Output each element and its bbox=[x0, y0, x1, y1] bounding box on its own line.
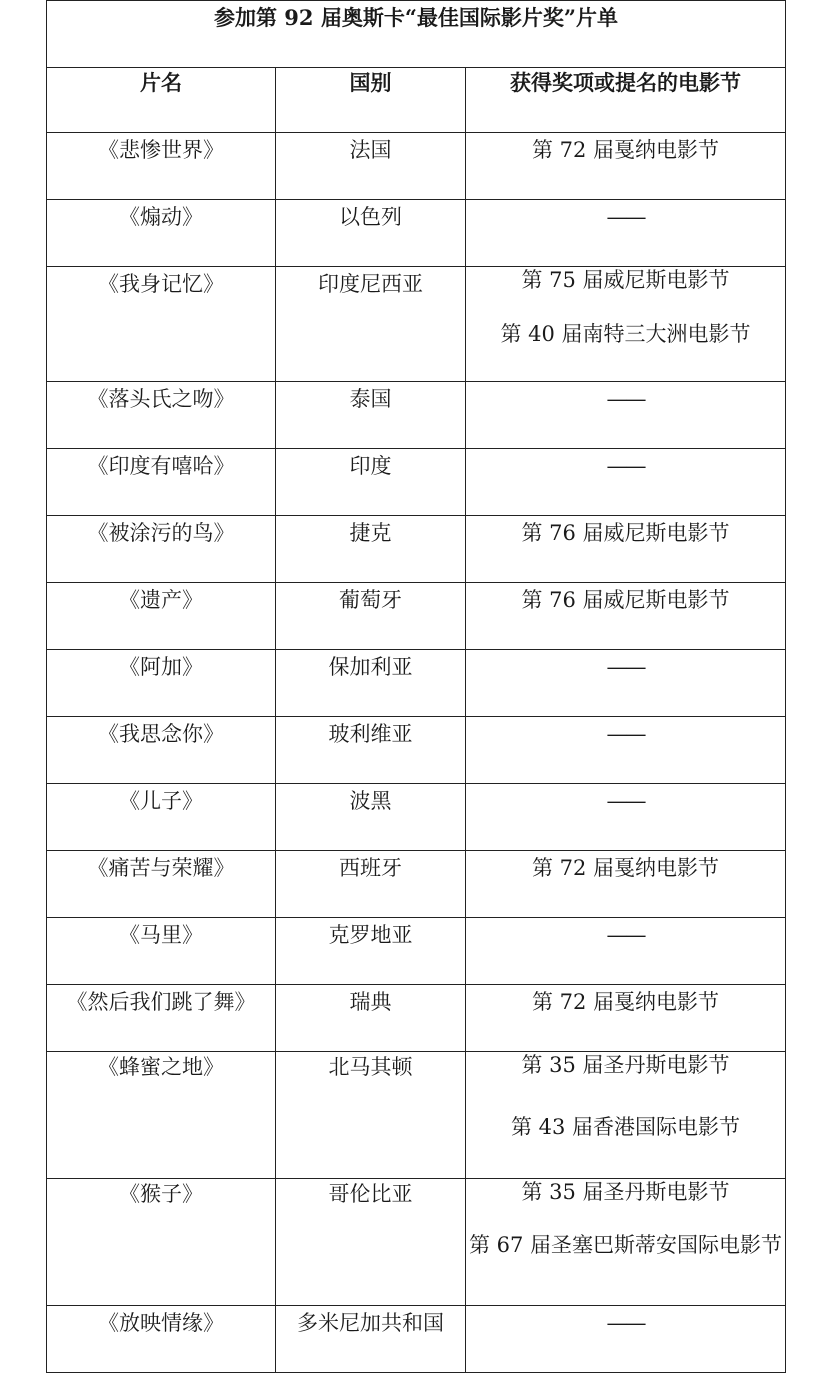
table-row bbox=[47, 267, 786, 382]
header-film-name: 片名 bbox=[47, 68, 276, 133]
title-row bbox=[47, 1, 786, 68]
festival-entry: —— bbox=[606, 722, 645, 746]
film-country: 以色列 bbox=[276, 200, 466, 267]
table-row bbox=[47, 133, 786, 200]
film-name: 《悲惨世界》 bbox=[47, 133, 276, 200]
festival-entry: 第 72 届戛纳电影节 bbox=[531, 990, 720, 1014]
film-festival bbox=[466, 1306, 786, 1373]
film-festival bbox=[466, 717, 786, 784]
film-festival bbox=[466, 1052, 786, 1179]
film-festival bbox=[466, 449, 786, 516]
festival-entry: 第 72 届戛纳电影节 bbox=[531, 856, 720, 880]
festival-entry: 第 67 届圣塞巴斯蒂安国际电影节 bbox=[468, 1233, 783, 1257]
festival-entry: —— bbox=[606, 454, 645, 478]
table-row bbox=[47, 382, 786, 449]
film-festival bbox=[466, 918, 786, 985]
header-festival: 获得奖项或提名的电影节 bbox=[466, 68, 786, 133]
film-festival bbox=[466, 583, 786, 650]
film-name: 《印度有嘻哈》 bbox=[47, 449, 276, 516]
table-row bbox=[47, 985, 786, 1052]
film-name: 《我思念你》 bbox=[47, 717, 276, 784]
film-country: 波黑 bbox=[276, 784, 466, 851]
festival-entry: 第 76 届威尼斯电影节 bbox=[521, 588, 730, 612]
table-row bbox=[47, 1306, 786, 1373]
film-list-table bbox=[46, 0, 786, 1373]
film-country: 保加利亚 bbox=[276, 650, 466, 717]
festival-entry: —— bbox=[606, 1311, 645, 1335]
table-row bbox=[47, 200, 786, 267]
film-name: 《阿加》 bbox=[47, 650, 276, 717]
festival-entry: —— bbox=[606, 789, 645, 813]
film-country: 西班牙 bbox=[276, 851, 466, 918]
film-country: 哥伦比亚 bbox=[276, 1179, 466, 1306]
film-name: 《蜂蜜之地》 bbox=[47, 1052, 276, 1179]
film-festival bbox=[466, 1179, 786, 1306]
film-name: 《儿子》 bbox=[47, 784, 276, 851]
film-country: 北马其顿 bbox=[276, 1052, 466, 1179]
film-country: 法国 bbox=[276, 133, 466, 200]
festival-entry: —— bbox=[606, 205, 645, 229]
festival-entry: —— bbox=[606, 387, 645, 411]
festival-entry: 第 35 届圣丹斯电影节 bbox=[521, 1180, 730, 1204]
film-country: 玻利维亚 bbox=[276, 717, 466, 784]
film-country: 捷克 bbox=[276, 516, 466, 583]
table-row bbox=[47, 918, 786, 985]
film-country: 印度 bbox=[276, 449, 466, 516]
film-festival bbox=[466, 650, 786, 717]
film-country: 葡萄牙 bbox=[276, 583, 466, 650]
film-festival bbox=[466, 382, 786, 449]
film-festival bbox=[466, 985, 786, 1052]
film-festival bbox=[466, 784, 786, 851]
film-name: 《煽动》 bbox=[47, 200, 276, 267]
festival-entry: —— bbox=[606, 655, 645, 679]
header-row bbox=[47, 68, 786, 133]
table-row bbox=[47, 449, 786, 516]
film-festival bbox=[466, 200, 786, 267]
film-name: 《然后我们跳了舞》 bbox=[47, 985, 276, 1052]
table-row bbox=[47, 516, 786, 583]
festival-entry: 第 43 届香港国际电影节 bbox=[510, 1115, 741, 1139]
film-country: 泰国 bbox=[276, 382, 466, 449]
festival-entry: 第 72 届戛纳电影节 bbox=[531, 138, 720, 162]
festival-entry: 第 35 届圣丹斯电影节 bbox=[521, 1053, 730, 1077]
film-festival bbox=[466, 516, 786, 583]
film-name: 《落头氏之吻》 bbox=[47, 382, 276, 449]
film-country: 克罗地亚 bbox=[276, 918, 466, 985]
film-name: 《放映情缘》 bbox=[47, 1306, 276, 1373]
table-row bbox=[47, 1179, 786, 1306]
table-row bbox=[47, 717, 786, 784]
header-country: 国别 bbox=[276, 68, 466, 133]
festival-entry: 第 40 届南特三大洲电影节 bbox=[500, 322, 751, 346]
table-row bbox=[47, 1052, 786, 1179]
film-festival bbox=[466, 267, 786, 382]
table-title bbox=[47, 1, 786, 68]
film-name: 《被涂污的鸟》 bbox=[47, 516, 276, 583]
film-festival bbox=[466, 133, 786, 200]
film-name: 《猴子》 bbox=[47, 1179, 276, 1306]
table-row bbox=[47, 851, 786, 918]
film-name: 《遗产》 bbox=[47, 583, 276, 650]
table-title-text: 参加第 92 届奥斯卡“最佳国际影片奖”片单 bbox=[214, 5, 619, 30]
film-country: 瑞典 bbox=[276, 985, 466, 1052]
table-row bbox=[47, 784, 786, 851]
festival-entry: —— bbox=[606, 923, 645, 947]
film-name: 《痛苦与荣耀》 bbox=[47, 851, 276, 918]
festival-entry: 第 75 届威尼斯电影节 bbox=[521, 268, 730, 292]
film-name: 《马里》 bbox=[47, 918, 276, 985]
film-country: 多米尼加共和国 bbox=[276, 1306, 466, 1373]
film-name: 《我身记忆》 bbox=[47, 267, 276, 382]
festival-entry: 第 76 届威尼斯电影节 bbox=[521, 521, 730, 545]
table-row bbox=[47, 650, 786, 717]
film-country: 印度尼西亚 bbox=[276, 267, 466, 382]
table-row bbox=[47, 583, 786, 650]
film-festival bbox=[466, 851, 786, 918]
